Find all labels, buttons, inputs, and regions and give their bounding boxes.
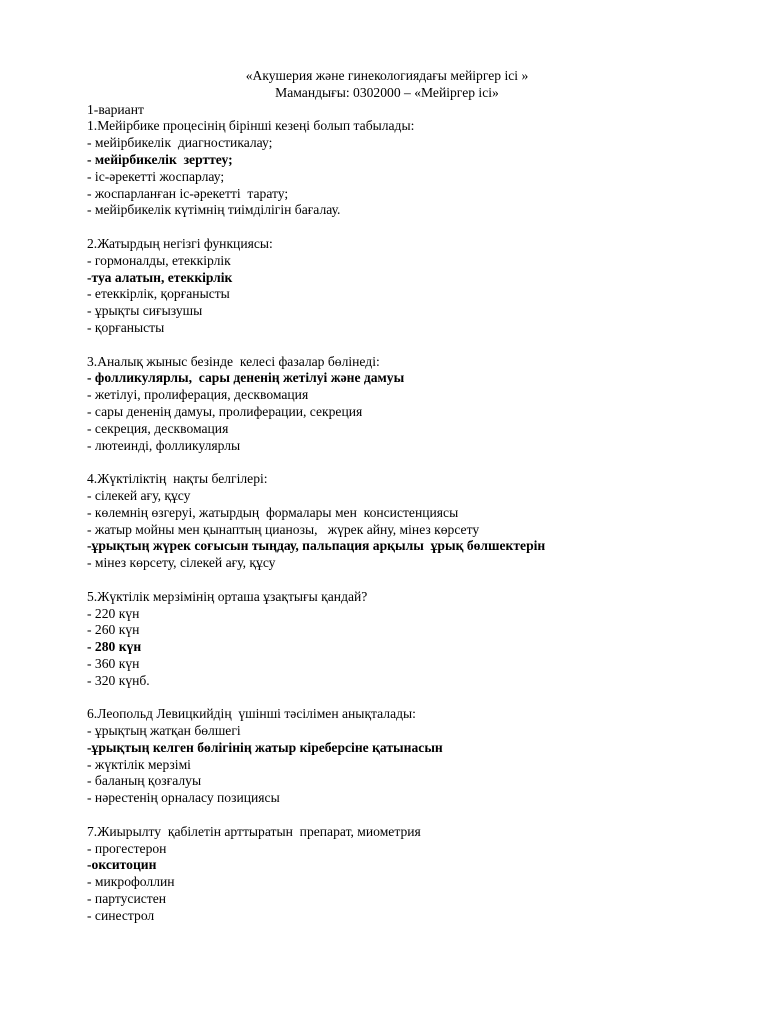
answer-option: - лютеинді, фолликулярлы bbox=[87, 437, 241, 453]
document-header bbox=[87, 68, 687, 102]
answer-option-correct: - 280 күн bbox=[87, 639, 142, 655]
questions-list bbox=[87, 118, 707, 924]
answer-option: - жоспарланған іс-әрекетті тарату; bbox=[87, 185, 289, 201]
answer-option-correct: - фолликулярлы, сары дененің жетілуі және дамуы bbox=[87, 370, 405, 386]
question-text: 7.Жиырылту қабілетін арттыратын препарат, миометрия bbox=[87, 823, 421, 839]
answer-option: - етеккірлік, қорғанысты bbox=[87, 286, 230, 302]
answer-option: - микрофоллин bbox=[87, 874, 175, 890]
variant-label: 1-вариант bbox=[87, 101, 144, 117]
question-text: 1.Мейірбике процесінің бірінші кезеңі болып табылады: bbox=[87, 118, 415, 134]
answer-option: - баланың қозғалуы bbox=[87, 773, 202, 789]
document-page bbox=[87, 68, 707, 925]
answer-option: - 260 күн bbox=[87, 622, 140, 638]
question-text: 2.Жатырдың негізгі функциясы: bbox=[87, 235, 273, 251]
answer-option: - секреция, десквомация bbox=[87, 420, 229, 436]
answer-option: - сілекей ағу, құсу bbox=[87, 487, 191, 503]
answer-option-correct: -туа алатын, етеккірлік bbox=[87, 269, 233, 285]
answer-option: - 320 күнб. bbox=[87, 672, 150, 688]
answer-option: - 220 күн bbox=[87, 605, 140, 621]
question-block bbox=[87, 118, 707, 219]
question-block bbox=[87, 354, 707, 455]
answer-option-correct: -ұрықтың келген бөлігінің жатыр кіреберсіне қатынасын bbox=[87, 739, 443, 755]
answer-option-correct: -ұрықтың жүрек соғысын тыңдау, пальпация арқылы ұрық бөлшектерін bbox=[87, 538, 546, 554]
question-block bbox=[87, 589, 707, 690]
question-text: 3.Аналық жыныс безінде келесі фазалар бөлінеді: bbox=[87, 353, 380, 369]
answer-option-correct: -окситоцин bbox=[87, 857, 157, 873]
answer-option: - жетілуі, пролиферация, десквомация bbox=[87, 387, 309, 403]
question-text: 6.Леопольд Левицкийдің үшінші тәсілімен анықталады: bbox=[87, 706, 416, 722]
answer-option: - 360 күн bbox=[87, 655, 140, 671]
answer-option: - іс-әрекетті жоспарлау; bbox=[87, 168, 225, 184]
answer-option: - партусистен bbox=[87, 891, 167, 907]
question-block bbox=[87, 706, 707, 807]
answer-option: - мейірбикелік диагностикалау; bbox=[87, 135, 273, 151]
question-text: 5.Жүктілік мерзімінің орташа ұзақтығы қандай? bbox=[87, 588, 368, 604]
answer-option: - прогестерон bbox=[87, 840, 167, 856]
answer-option-correct: - мейірбикелік зерттеу; bbox=[87, 151, 233, 167]
answer-option: - гормоналды, етеккірлік bbox=[87, 252, 231, 268]
answer-option: - көлемнің өзгеруі, жатырдың формалары мен консистенциясы bbox=[87, 504, 459, 520]
question-text: 4.Жүктіліктің нақты белгілері: bbox=[87, 471, 268, 487]
answer-option: - синестрол bbox=[87, 907, 155, 923]
answer-option: - жатыр мойны мен қынаптың цианозы, жүрек айну, мінез көрсету bbox=[87, 521, 480, 537]
document-title: «Акушерия және гинекологиядағы мейіргер ісі » bbox=[245, 68, 529, 83]
answer-option: - жүктілік мерзімі bbox=[87, 756, 191, 772]
question-block bbox=[87, 236, 707, 337]
question-block bbox=[87, 824, 707, 925]
answer-option: - сары дененің дамуы, пролиферации, секреция bbox=[87, 403, 363, 419]
answer-option: - ұрықтың жатқан бөлшегі bbox=[87, 723, 241, 739]
answer-option: - мейірбикелік күтімнің тиімділігін бағалау. bbox=[87, 202, 341, 218]
answer-option: - мінез көрсету, сілекей ағу, құсу bbox=[87, 555, 276, 571]
question-block bbox=[87, 471, 707, 572]
answer-option: - қорғанысты bbox=[87, 319, 165, 335]
answer-option: - нәрестенің орналасу позициясы bbox=[87, 790, 280, 806]
answer-option: - ұрықты сиғызушы bbox=[87, 303, 203, 319]
specialty-line: Мамандығы: 0302000 – «Мейіргер ісі» bbox=[275, 84, 499, 100]
